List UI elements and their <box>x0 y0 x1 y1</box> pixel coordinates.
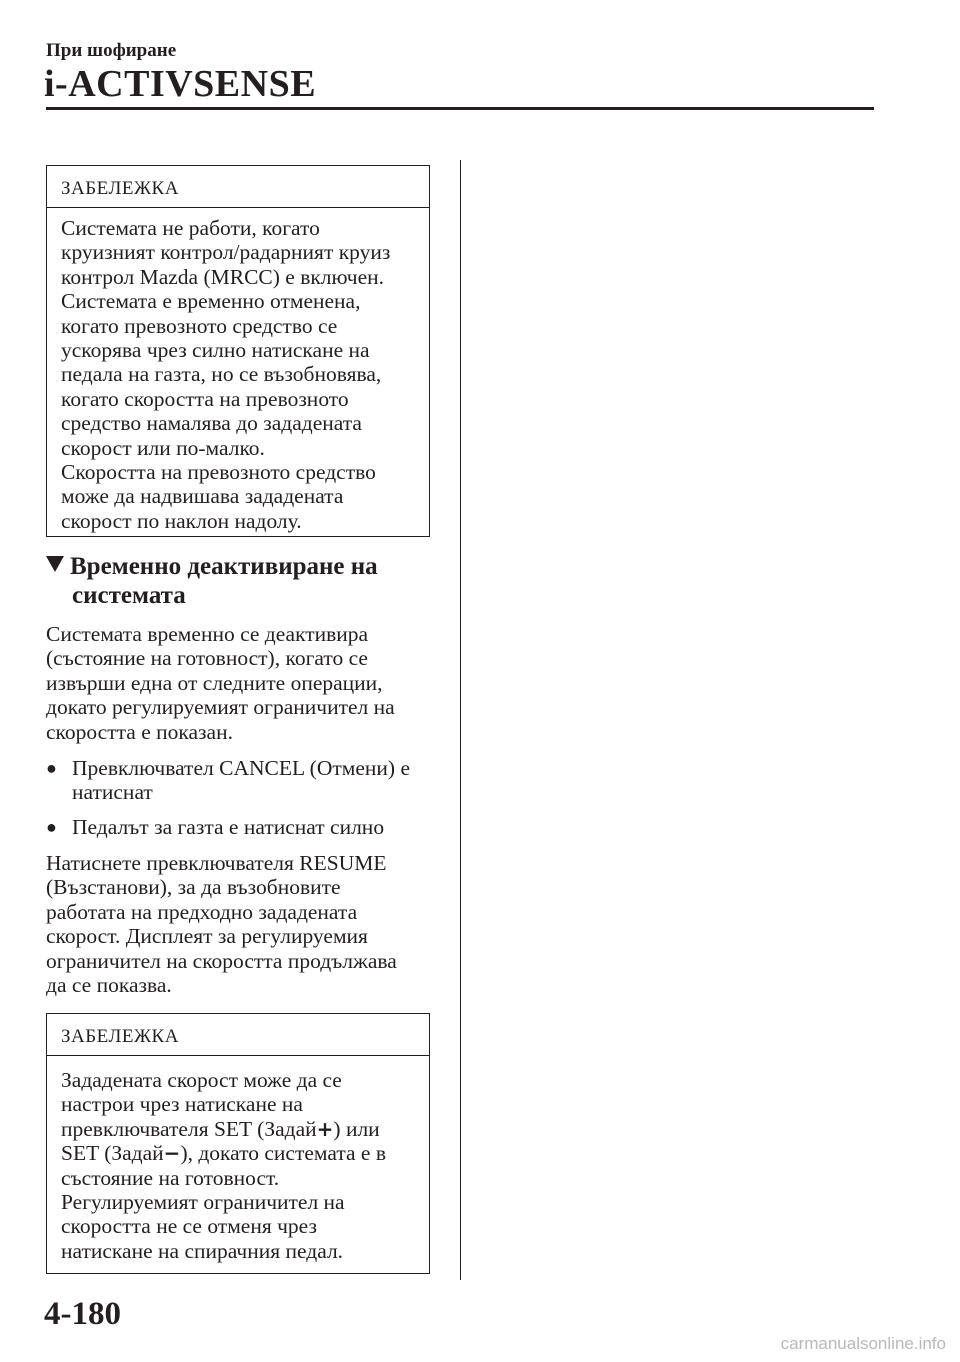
note-line: превключвателя SET (Задай+) или <box>61 1116 380 1141</box>
bullet-line: натиснат <box>72 780 153 805</box>
note-line: скорост или по-малко. <box>61 435 265 460</box>
note-heading: ЗАБЕЛЕЖКА <box>47 166 429 208</box>
bullet-icon: ● <box>46 758 57 778</box>
note-line: средство намалява до зададената <box>61 411 362 436</box>
note-line: скорост по наклон надолу. <box>61 508 302 533</box>
paragraph-line: скоростта е показан. <box>46 719 233 744</box>
paragraph-line: ограничител на скоростта продължава <box>46 948 397 973</box>
note-line: когато превозното средство се <box>61 313 338 338</box>
chapter-title: i-ACTIVSENSE <box>44 63 317 105</box>
paragraph-line: Натиснете превключвателя RESUME <box>46 851 387 875</box>
section-title-line1: Временно деактивиране на <box>70 553 378 580</box>
bullet-item <box>46 756 410 805</box>
note-line: Системата не работи, когато <box>61 216 320 240</box>
note-line: когато скоростта на превозното <box>61 386 349 411</box>
note-body <box>47 1056 429 1263</box>
bullet-line: Превключвател CANCEL (Отмени) е <box>72 756 410 780</box>
note-line: Системата е временно отменена, <box>61 289 361 314</box>
minus-icon: − <box>163 1141 181 1166</box>
note-line: круизният контрол/радарният круиз <box>61 240 391 265</box>
note-box-2 <box>46 1013 430 1274</box>
paragraph-line: да се показва. <box>46 973 172 998</box>
note-heading: ЗАБЕЛЕЖКА <box>47 1014 429 1056</box>
paragraph-line: работата на предходно зададената <box>46 899 358 924</box>
paragraph-line: Системата временно се деактивира <box>46 622 369 646</box>
note-box-1 <box>46 165 430 537</box>
note-line: състояние на готовност. <box>61 1165 280 1190</box>
resume-paragraph <box>46 851 397 997</box>
bullet-icon: ● <box>46 817 57 837</box>
section-title-line2: системата <box>72 582 186 609</box>
paragraph-line: извърши една от следните операции, <box>46 670 383 695</box>
note-line: педала на газта, но се възобновява, <box>61 362 382 387</box>
note-line: SET (Задай−), докато системата е в <box>61 1141 386 1166</box>
note-line: Регулируемият ограничител на <box>61 1190 345 1215</box>
note-body <box>47 208 429 533</box>
paragraph-line: (състояние на готовност), когато се <box>46 646 368 671</box>
header-rule <box>46 107 874 110</box>
watermark: carmanualsonline.info <box>780 1334 946 1353</box>
note-line: може да надвишава зададената <box>61 484 344 509</box>
section-title <box>46 552 378 610</box>
note-line: Зададената скорост може да се <box>61 1068 342 1092</box>
note-line: контрол Mazda (MRCC) е включен. <box>61 264 385 289</box>
bullet-item <box>46 815 384 839</box>
section-header: При шофиране <box>46 40 177 61</box>
column-divider <box>460 160 461 1280</box>
paragraph-line: докато регулируемият ограничител на <box>46 695 395 720</box>
plus-icon: + <box>316 1116 334 1141</box>
triangle-down-icon <box>46 556 64 572</box>
note-line: настрои чрез натискане на <box>61 1092 303 1117</box>
note-line: ускорява чрез силно натискане на <box>61 338 370 363</box>
paragraph-line: скорост. Дисплеят за регулируемия <box>46 924 368 949</box>
page-number: 4-180 <box>44 1296 121 1332</box>
note-line: Скоростта на превозното средство <box>61 460 376 485</box>
paragraph-line: (Възстанови), за да възобновите <box>46 875 341 900</box>
note-line: натискане на спирачния педал. <box>61 1238 344 1263</box>
intro-paragraph <box>46 622 395 744</box>
note-line: скоростта не се отменя чрез <box>61 1214 317 1239</box>
bullet-line: Педалът за газта е натиснат силно <box>72 815 385 839</box>
